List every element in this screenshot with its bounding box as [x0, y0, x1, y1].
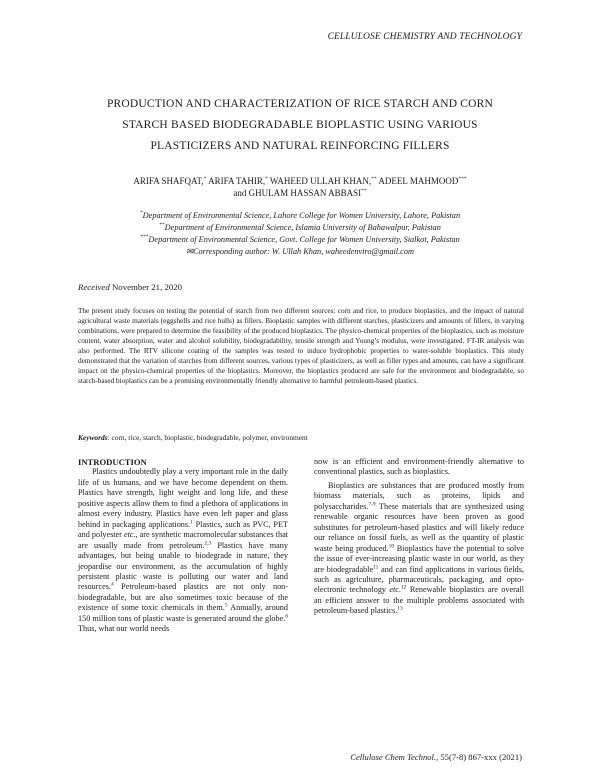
body-paragraph	[314, 481, 524, 617]
citation-ref: 7-9	[368, 501, 376, 508]
keywords-separator: :	[107, 433, 112, 442]
affiliation-text: Department of Environmental Science, Lahore College for Women University, Lahore, Pakistan	[142, 211, 461, 220]
keywords	[78, 433, 524, 442]
affiliation	[60, 210, 540, 222]
body-paragraph	[78, 467, 288, 634]
page-footer	[350, 752, 522, 762]
right-column	[314, 457, 524, 617]
author-affil-mark: **	[361, 188, 367, 194]
citation-ref: 1	[190, 518, 193, 525]
text-run: Plastics undoubtedly play a very important role in the daily life of us humans, and we have become dependent on them. Plastics have strength, light weight and long life, and these positive aspects allow them to find a plethora of applications in almost every industry. Plastics have even left paper and glass behind in packaging applications.	[78, 467, 288, 529]
affiliation-text: Department of Environmental Science, Govt. College for Women University, Sialkot, Pakistan	[148, 235, 460, 244]
affiliation-text: Department of Environmental Science, Islamia University of Bahawalpur, Pakistan	[164, 223, 441, 232]
text-run: Plastics have many advantages, but being unable to biodegrade in nature, they jeopardise our environment, as the accumulation of highly persistent plastic waste is polluting our water and land resources.	[78, 540, 288, 592]
author-name: ARIFA TAHIR,	[206, 176, 266, 186]
citation-ref: 11	[373, 563, 379, 570]
citation-ref: 6	[285, 613, 288, 620]
text-run: Thus, what our world needs	[78, 624, 170, 634]
text-run: Renewable bioplastics are overall an efficient answer to the multiple problems associated with petroleum-based plastics.	[314, 585, 525, 616]
text-run: Petroleum-based plastics are not only non-biodegradable, but are also sometimes toxic because of the existence of some toxic chemicals in them.	[78, 582, 288, 613]
text-run: Bioplastics have the potential to solve the issue of ever-increasing plastic waste in our world, as they are biodegradable	[314, 543, 524, 574]
affiliation-mark: **	[159, 222, 165, 229]
author-name: GHULAM HASSAN ABBASI	[248, 188, 362, 198]
author-name: ADEEL MAHMOOD	[376, 176, 459, 186]
citation-ref: 13	[397, 605, 403, 612]
title-line: STARCH BASED BIODEGRADABLE BIOPLASTIC USING VARIOUS	[122, 119, 478, 131]
affiliation-mark: *	[139, 210, 143, 217]
left-column	[78, 457, 288, 635]
keywords-text: corn, rice, starch, bioplastic, biodegradable, polymer, environment	[111, 433, 308, 442]
italic-text: etc	[123, 530, 134, 540]
paper-title	[60, 94, 540, 157]
affiliations	[60, 210, 540, 258]
author-line-2	[60, 187, 540, 199]
citation-ref: 10	[388, 542, 395, 549]
author-list	[60, 175, 540, 199]
corresponding-author: ✉Corresponding author: W. Ullah Khan, waheedenviro@gmail.com	[186, 247, 414, 256]
title-line: PLASTICIZERS AND NATURAL REINFORCING FILLERS	[150, 140, 450, 152]
text-run: Bioplastics are substances that are produced mostly from biomass materials, such as proteins, lipids and polysaccharides.	[314, 480, 524, 511]
citation-ref: 5	[224, 602, 228, 609]
text-run: These materials that are synthesized using renewable organic resources have been proven as good substitutes for petroleum-based plastics and will likely reduce our reliance on fossil fuels, as well as the quantity of plastic waste being produced.	[314, 501, 524, 553]
text-run: Annually, around 150 million tons of plastic waste is generated around the globe.	[78, 603, 288, 623]
keywords-label: Keywords	[78, 433, 108, 442]
author-affil-mark: **	[371, 176, 377, 182]
author-affil-mark: *	[265, 176, 268, 182]
journal-header: CELLULOSE CHEMISTRY AND TECHNOLOGY	[327, 32, 522, 42]
text-run: Plastics, such as PVC, PET and polyester	[78, 519, 288, 540]
affiliation	[60, 222, 540, 234]
received-date	[78, 282, 182, 292]
text-run: and can find applications in various fields, such as agriculture, pharmaceuticals, packaging, and opto-electronic technology	[314, 564, 524, 595]
author-name: ARIFA SHAFQAT,	[133, 176, 204, 186]
author-affil-mark: ***	[458, 176, 467, 182]
section-heading: INTRODUCTION	[78, 457, 147, 467]
citation-ref: 2,3	[204, 539, 212, 546]
affiliation-mark: ***	[140, 234, 149, 241]
abstract: The present study focuses on testing the potential of starch from two different sources: corn and rice, to produce bioplastics, and the impact of natural agricultural waste materials (eggshells and rice hulls) as fillers. Bioplastic samples with different starches, plasticizers and amounts of fillers, in varying combinations, were prepared to determine the feasibility of the produced bioplastics. The physico-chemical properties of the bioplastics, such as moisture content, water absorption, water and alcohol solubility, biodegradability, tensile strength and Young’s modulus, were investigated. FT-IR analysis was also performed. The RTV silicone coating of the samples was tested to induce hydrophobic properties to water-soluble bioplastics. This study demonstrated that the variation of starches from different sources, various types of plasticizers, as well as filler types and amounts, can have a significant impact on the physico-chemical properties of the bioplastics. Moreover, the bioplastics produced are safe for the environment and biodegradable, so starch-based bioplastics can be a promising environmentally friendly alternative to harmful petroleum-based plastics.	[78, 307, 524, 385]
text-run: ., are synthetic macromolecular substances that are usually made from petroleum.	[78, 530, 288, 550]
received-label: Received	[78, 282, 110, 292]
title-line: PRODUCTION AND CHARACTERIZATION OF RICE STARCH AND CORN	[106, 98, 494, 110]
footer-journal: Cellulose Chem Technol.	[350, 752, 437, 762]
received-value: November 21, 2020	[109, 282, 183, 292]
affiliation	[60, 234, 540, 246]
footer-citation: , 55(7-8) 867-xxx (2021)	[436, 752, 522, 762]
author-affil-mark: *	[203, 176, 207, 182]
citation-ref: 4	[110, 581, 114, 588]
text-run: .	[398, 585, 401, 595]
citation-ref: 12	[400, 584, 407, 591]
author-conjunction: and	[233, 188, 249, 198]
italic-text: etc	[389, 585, 399, 595]
author-name: WAHEED ULLAH KHAN,	[267, 176, 372, 186]
body-paragraph: now is an efficient and environment-friendly alternative to conventional plastics, such as bioplastics.	[314, 457, 524, 477]
author-line-1	[60, 175, 540, 187]
